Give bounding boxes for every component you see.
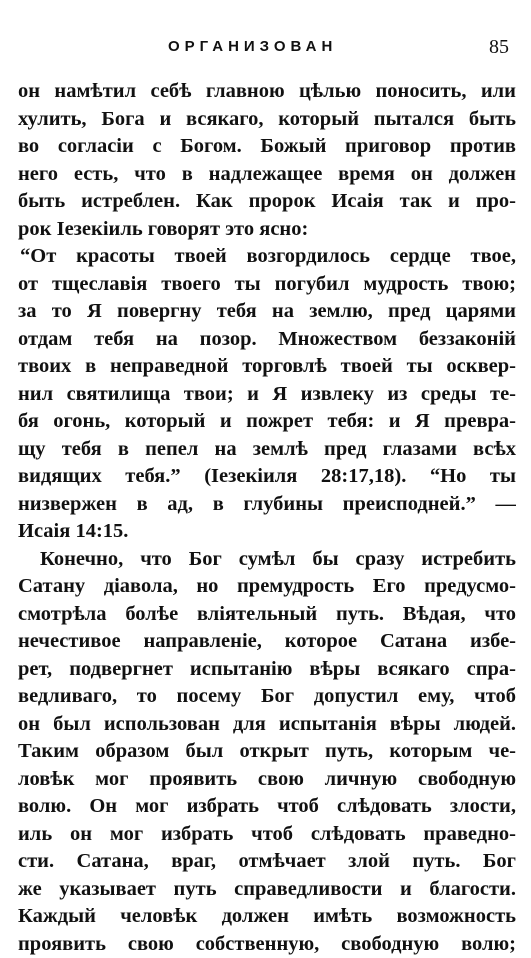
text-line: Каждый человѣк должен имѣть возможность <box>18 903 516 931</box>
text-line: Конечно, что Бог сумѣл бы сразу истребить <box>18 546 516 574</box>
text-line: Сатану діавола, но премудрость Его предусмо- <box>18 573 516 601</box>
text-line: ловѣк мог проявить свою личную свободную <box>18 766 516 794</box>
quote-line: отдам тебя на позор. Множеством беззаконій <box>18 326 516 354</box>
quote-line: твоих в неправедной торговлѣ твоей ты осквер- <box>18 353 516 381</box>
quote-line: низвержен в ад, в глубины преисподней.” — <box>18 491 516 519</box>
running-title: ОРГАНИЗОВАН <box>168 38 337 55</box>
body-text <box>18 78 516 958</box>
text-line: Таким образом был открыт путь, которым че- <box>18 738 516 766</box>
quote-line: нил святилища твои; и Я извлеку из среды те- <box>18 381 516 409</box>
quote-line: за то Я повергну тебя на землю, пред царями <box>18 298 516 326</box>
text-line: во согласіи с Богом. Божый приговор против <box>18 133 516 161</box>
text-line: смотрѣла болѣе вліятельный путь. Вѣдая, что <box>18 601 516 629</box>
text-line: он намѣтил себѣ главною цѣлью поносить, или <box>18 78 516 106</box>
quote-line: видящих тебя.” (Іезекіиля 28:17,18). “Но ты <box>18 463 516 491</box>
citation-line: Исаія 14:15. <box>18 518 516 546</box>
text-line: он был использован для испытанія вѣры людей. <box>18 711 516 739</box>
text-line: ведливаго, то посему Бог допустил ему, чтоб <box>18 683 516 711</box>
running-head <box>0 36 531 60</box>
text-line: быть истреблен. Как пророк Исаія так и про- <box>18 188 516 216</box>
text-line: иль он мог избрать чтоб слѣдовать праведно- <box>18 821 516 849</box>
text-line: нечестивое направленіе, которое Сатана избе- <box>18 628 516 656</box>
text-line: рет, подвергнет испытанію вѣры всякаго спра- <box>18 656 516 684</box>
page-number: 85 <box>489 36 509 59</box>
text-line: же указывает путь справедливости и благости. <box>18 876 516 904</box>
quote-line: от тщеславія твоего ты погубил мудрость твою; <box>18 271 516 299</box>
quote-line: щу тебя в пепел на землѣ пред глазами всѣх <box>18 436 516 464</box>
text-line: проявить свою собственную, свободную волю; <box>18 931 516 958</box>
text-line: сти. Сатана, враг, отмѣчает злой путь. Бог <box>18 848 516 876</box>
text-line: него есть, что в надлежащее время он должен <box>18 161 516 189</box>
quote-line: “От красоты твоей возгордилось сердце твое, <box>18 243 516 271</box>
text-line: рок Іезекіиль говорят это ясно: <box>18 216 516 244</box>
quote-line: бя огонь, который и пожрет тебя: и Я превра- <box>18 408 516 436</box>
text-line: хулить, Бога и всякаго, который пытался быть <box>18 106 516 134</box>
text-line: волю. Он мог избрать чтоб слѣдовать злости, <box>18 793 516 821</box>
